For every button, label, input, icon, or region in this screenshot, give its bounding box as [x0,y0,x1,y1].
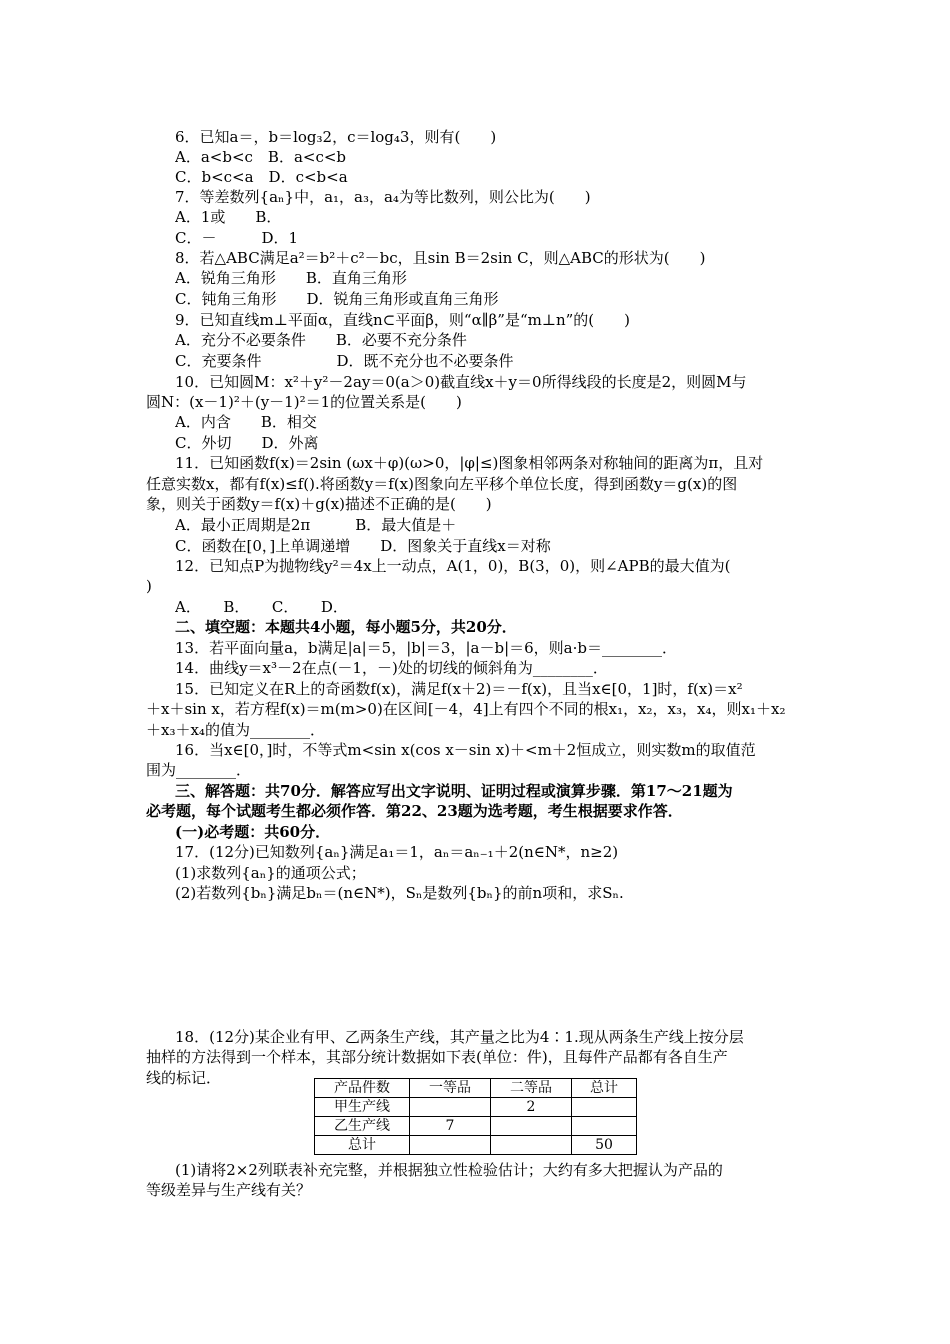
table-cell: 总计 [315,1136,410,1155]
table-header-cell: 二等品 [491,1079,572,1098]
question-7-options-cd: C．－ D．1 [175,229,299,247]
table-cell [572,1098,637,1117]
table-row [315,1136,637,1155]
question-11-stem-line1: 11．已知函数f(x)＝2sin (ωx＋φ)(ω>0，|φ|≤)图象相邻两条对称轴间的距离为π，且对 [175,454,764,472]
question-10-stem-line1: 10．已知圆M：x²＋y²－2ay＝0(a＞0)截直线x＋y＝0所得线段的长度是2，则圆M与 [175,373,747,391]
question-12-stem-line1: 12．已知点P为抛物线y²＝4x上一动点，A(1，0)，B(3，0)，则∠APB的最大值为( [175,557,731,575]
table-cell [410,1098,491,1117]
question-11-stem-line2: 任意实数x，都有f(x)≤f().将函数y＝f(x)图象向左平移个单位长度，得到函数y＝g(x)的图 [146,475,738,493]
question-17-part2: (2)若数列{bₙ}满足bₙ＝(n∈N*)，Sₙ是数列{bₙ}的前n项和，求Sₙ. [175,884,624,902]
table-cell: 甲生产线 [315,1098,410,1117]
question-8-stem: 8．若△ABC满足a²＝b²＋c²－bc，且sin B＝2sin C，则△ABC的形状为( ) [175,249,706,267]
table-header-row [315,1079,637,1098]
section-3-subheading: (一)必考题：共60分． [175,823,331,841]
contingency-table [314,1078,637,1155]
section-3-heading-line2: 必考题，每个试题考生都必须作答．第22、23题为选考题，考生根据要求作答． [146,802,683,820]
table-cell [491,1136,572,1155]
table-cell: 乙生产线 [315,1117,410,1136]
question-8-options-cd: C．钝角三角形 D．锐角三角形或直角三角形 [175,290,499,308]
question-13: 13．若平面向量a，b满足|a|＝5，|b|＝3，|a－b|＝6，则a·b＝________． [175,639,677,657]
table-cell [572,1117,637,1136]
question-11-options-ab: A．最小正周期是2π B．最大值是＋ [175,516,457,534]
table-row [315,1098,637,1117]
table-row [315,1117,637,1136]
question-17-part1: (1)求数列{aₙ}的通项公式； [175,864,366,882]
question-18-line1: 18．(12分)某企业有甲、乙两条生产线，其产量之比为4∶1.现从两条生产线上按分层 [175,1028,744,1046]
question-11-options-cd: C．函数在[0，]上单调递增 D．图象关于直线x＝对称 [175,537,551,555]
question-18-part1-line1: (1)请将2×2列联表补充完整，并根据独立性检验估计；大约有多大把握认为产品的 [175,1161,723,1179]
table-header-cell: 总计 [572,1079,637,1098]
question-17-stem: 17．(12分)已知数列{aₙ}满足a₁＝1，aₙ＝aₙ₋₁＋2(n∈N*，n≥2) [175,843,619,861]
table-cell: 7 [410,1117,491,1136]
question-6-options-cd: C．b<c<a D．c<b<a [175,168,348,186]
question-9-stem: 9．已知直线m⊥平面α，直线n⊂平面β，则“α∥β”是“m⊥n”的( ) [175,311,631,329]
table-header-cell: 产品件数 [315,1079,410,1098]
table-cell [491,1117,572,1136]
question-18-line3: 线的标记． [146,1069,222,1087]
question-12-stem-line2: ) [146,577,152,595]
question-15-line3: ＋x₃＋x₄的值为________． [146,721,325,739]
question-16-line1: 16．当x∈[0，]时，不等式m<sin x(cos x－sin x)＋<m＋2恒成立，则实数m的取值范 [175,741,756,759]
table-cell: 50 [572,1136,637,1155]
question-9-options-ab: A．充分不必要条件 B．必要不充分条件 [175,331,467,349]
question-7-stem: 7．等差数列{aₙ}中，a₁，a₃，a₄为等比数列，则公比为( ) [175,188,591,206]
question-10-options-ab: A．内含 B．相交 [175,413,317,431]
question-8-options-ab: A．锐角三角形 B．直角三角形 [175,269,407,287]
question-15-line2: ＋x＋sin x，若方程f(x)＝m(m>0)在区间[－4，4]上有四个不同的根x₁，x₂，x₃，x₄，则x₁＋x₂ [146,700,786,718]
question-14: 14．曲线y＝x³－2在点(－1，－)处的切线的倾斜角为________． [175,659,608,677]
question-7-options-ab: A．1或 B． [175,208,282,226]
section-3-heading-line1: 三、解答题：共70分．解答应写出文字说明、证明过程或演算步骤．第17～21题为 [175,782,733,800]
question-18-part1-line2: 等级差异与生产线有关？ [146,1181,312,1199]
question-6-stem: 6．已知a＝，b＝log₃2，c＝log₄3，则有( ) [175,128,497,146]
question-15-line1: 15．已知定义在R上的奇函数f(x)，满足f(x＋2)＝－f(x)，且当x∈[0，1]时，f(x)＝x² [175,680,743,698]
section-2-heading: 二、填空题：本题共4小题，每小题5分，共20分． [175,618,517,636]
table-header-cell: 一等品 [410,1079,491,1098]
table-cell: 2 [491,1098,572,1117]
question-10-options-cd: C．外切 D．外离 [175,434,319,452]
question-9-options-cd: C．充要条件 D．既不充分也不必要条件 [175,352,514,370]
question-16-line2: 围为________． [146,761,252,779]
question-11-stem-line3: 象，则关于函数y＝f(x)＋g(x)描述不正确的是( ) [146,495,492,513]
question-12-options: A． B． C． D． [175,598,348,616]
table-cell [410,1136,491,1155]
question-10-stem-line2: 圆N：(x－1)²＋(y－1)²＝1的位置关系是( ) [146,393,462,411]
question-18-line2: 抽样的方法得到一个样本，其部分统计数据如下表(单位：件)，且每件产品都有各自生产 [146,1048,728,1066]
question-6-options-ab: A．a<b<c B．a<c<b [175,148,347,166]
